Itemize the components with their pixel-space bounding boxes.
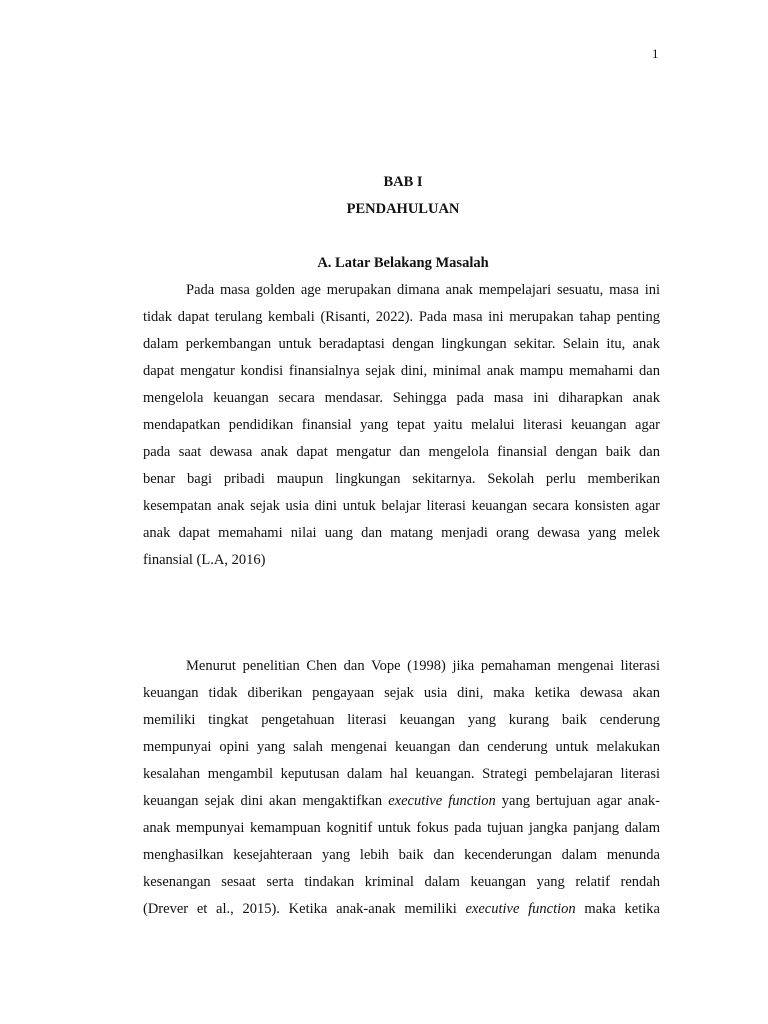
paragraph-line: memiliki tingkat pengetahuan literasi keuangan yang kurang baik cenderung [143,712,660,728]
section-heading: A. Latar Belakang Masalah [317,255,489,271]
paragraph-line: kesenangan sesaat serta tindakan kriminal dalam keuangan yang relatif rendah [143,874,660,890]
paragraph-line: Menurut penelitian Chen dan Vope (1998) jika pemahaman mengenai literasi [186,658,660,674]
paragraph-line: keuangan tidak diberikan pengayaan sejak usia dini, maka ketika dewasa akan [143,685,660,701]
paragraph-line: anak dapat memahami nilai uang dan matang menjadi orang dewasa yang melek [143,525,660,541]
text-run: (Drever et al., 2015). Ketika anak-anak memiliki [143,901,466,917]
text-run: keuangan sejak dini akan mengaktifkan [143,793,389,809]
italic-term: executive function [465,901,576,917]
paragraph-line: dapat mengatur kondisi finansialnya sejak dini, minimal anak mampu memahami dan [143,363,660,379]
paragraph-line: kesempatan anak sejak usia dini untuk belajar literasi keuangan secara konsisten agar [143,498,660,514]
paragraph-line: kesalahan mengambil keputusan dalam hal keuangan. Strategi pembelajaran literasi [143,766,660,782]
page-number: 1 [652,46,659,61]
chapter-title: PENDAHULUAN [346,201,460,217]
paragraph-line: mendapatkan pendidikan finansial yang tepat yaitu melalui literasi keuangan agar [143,417,660,433]
paragraph-line: anak mempunyai kemampuan kognitif untuk fokus pada tujuan jangka panjang dalam [143,820,660,836]
italic-term: executive function [388,793,496,809]
paragraph-line: benar bagi pribadi maupun lingkungan sekitarnya. Sekolah perlu memberikan [143,471,660,487]
paragraph-line [143,900,660,918]
paragraph-line: tidak dapat terulang kembali (Risanti, 2022). Pada masa ini merupakan tahap penting [143,309,660,325]
chapter-label: BAB I [383,174,423,190]
paragraph-line: mempunyai opini yang salah mengenai keuangan dan cenderung untuk melakukan [143,739,660,755]
text-run: yang bertujuan agar anak- [495,793,661,809]
paragraph-line [143,792,660,810]
paragraph-line: pada saat dewasa anak dapat mengatur dan mengelola finansial dengan baik dan [143,444,660,460]
paragraph-line: mengelola keuangan secara mendasar. Sehingga pada masa ini diharapkan anak [143,390,660,406]
text-run: maka ketika [575,901,660,917]
paragraph-line: Pada masa golden age merupakan dimana anak mempelajari sesuatu, masa ini [186,282,660,298]
paragraph-line: menghasilkan kesejahteraan yang lebih baik dan kecenderungan dalam menunda [143,847,660,863]
paragraph-line: dalam perkembangan untuk beradaptasi dengan lingkungan sekitar. Selain itu, anak [143,336,660,352]
paragraph-line: finansial (L.A, 2016) [143,552,266,568]
